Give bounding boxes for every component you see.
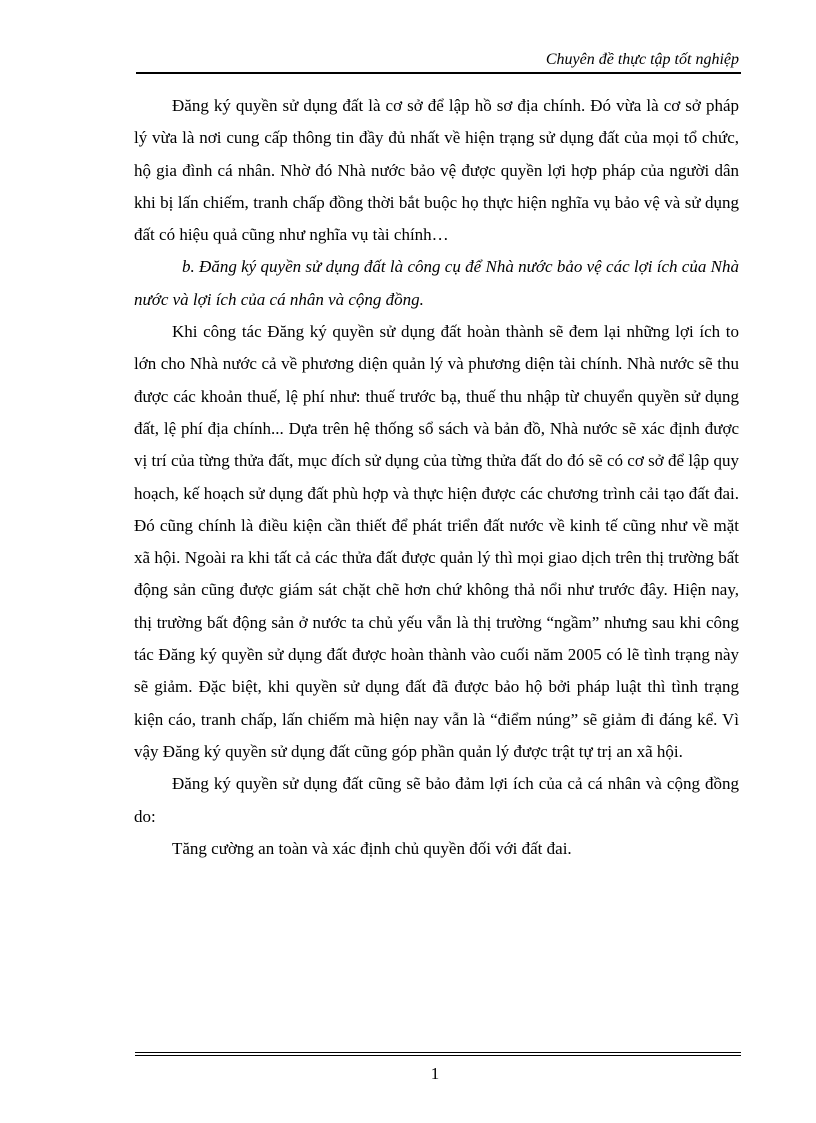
- page-header: [136, 48, 741, 74]
- paragraph: Khi công tác Đăng ký quyền sử dụng đất hoàn thành sẽ đem lại những lợi ích to lớn cho Nhà nước cả về phương diện quản lý và phương diện tài chính. Nhà nước sẽ thu được các khoản thuế, lệ phí như: thuế trước bạ, thuế thu nhập từ chuyển quyền sử dụng đất, lệ phí địa chính... Dựa trên hệ thống sổ sách và bản đồ, Nhà nước sẽ xác định được vị trí của từng thửa đất, mục đích sử dụng của từng thửa đất do đó sẽ có cơ sở để lập quy hoạch, kế hoạch sử dụng đất phù hợp và thực hiện được các chương trình cải tạo đất đai. Đó cũng chính là điều kiện cần thiết để phát triển đất nước về kinh tế cũng như về mặt xã hội. Ngoài ra khi tất cả các thửa đất được quản lý thì mọi giao dịch trên thị trường bất động sản cũng được giám sát chặt chẽ hơn chứ không thả nổi như trước đây. Hiện nay, thị trường bất động sản ở nước ta chủ yếu vẫn là thị trường “ngầm” nhưng sau khi công tác Đăng ký quyền sử dụng đất được hoàn thành vào cuối năm 2005 có lẽ tình trạng này sẽ giảm. Đặc biệt, khi quyền sử dụng đất đã được bảo hộ bởi pháp luật thì tình trạng kiện cáo, tranh chấp, lấn chiếm mà hiện nay vẫn là “điểm núng” sẽ giảm đi đáng kể. Vì vậy Đăng ký quyền sử dụng đất cũng góp phần quản lý được trật tự trị an xã hội.: [134, 322, 739, 761]
- paragraph: Đăng ký quyền sử dụng đất cũng sẽ bảo đảm lợi ích của cả cá nhân và cộng đồng do:: [134, 774, 739, 826]
- section-heading: b. Đăng ký quyền sử dụng đất là công cụ để Nhà nước bảo vệ các lợi ích của Nhà nước và lợi ích của cá nhân và cộng đồng.: [134, 257, 739, 309]
- footer-rule: [135, 1052, 741, 1053]
- header-title: Chuyên đề thực tập tốt nghiệp: [545, 51, 739, 68]
- page-number: 1: [430, 1064, 440, 1083]
- paragraph: Tăng cường an toàn và xác định chủ quyền đối với đất đai.: [172, 838, 572, 858]
- footer-rule: [135, 1055, 741, 1056]
- paragraph: Đăng ký quyền sử dụng đất là cơ sở để lập hồ sơ địa chính. Đó vừa là cơ sở pháp lý vừa là nơi cung cấp thông tin đầy đủ nhất về hiện trạng sử dụng đất của mọi tổ chức, hộ gia đình cá nhân. Nhờ đó Nhà nước bảo vệ được quyền lợi hợp pháp của người dân khi bị lấn chiếm, tranh chấp đồng thời bắt buộc họ thực hiện nghĩa vụ bảo vệ và sử dụng đất có hiệu quả cũng như nghĩa vụ tài chính…: [134, 96, 739, 245]
- document-body: [134, 90, 739, 865]
